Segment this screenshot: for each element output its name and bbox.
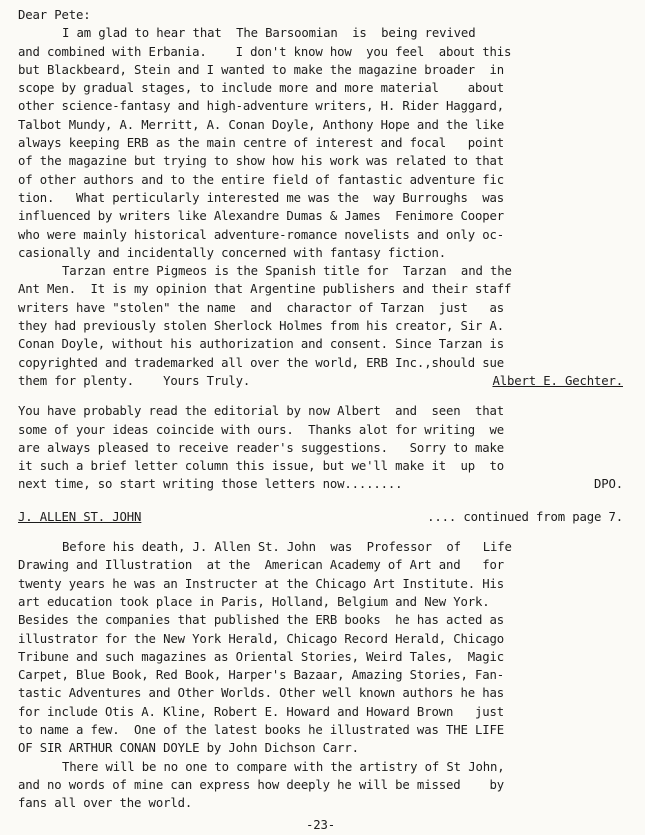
article-p2-line: fans all over the world.	[18, 796, 193, 811]
article-p1-line: Tribune and such magazines as Oriental Stories, Weird Tales, Magic	[18, 649, 504, 664]
letter-p1-line: who were mainly historical adventure-romance novelists and only oc-	[18, 227, 504, 242]
letter-p1-line: always keeping ERB as the main centre of interest and focal point	[18, 136, 504, 151]
spacer	[18, 390, 623, 402]
reply-closing-row	[18, 475, 623, 493]
article-title: J. ALLEN ST. JOHN	[18, 509, 142, 524]
article-p1-line: for include Otis A. Kline, Robert E. Howard and Howard Brown just	[18, 704, 504, 719]
letter-closing: them for plenty. Yours Truly.	[18, 373, 251, 388]
page-number: -23-	[305, 818, 335, 833]
reader-letter	[18, 6, 623, 390]
article-p1-line: Besides the companies that published the ERB books he has acted as	[18, 613, 504, 628]
reply-initials: DPO.	[593, 477, 623, 492]
article-p1-line: OF SIR ARTHUR CONAN DOYLE by John Dichson Carr.	[18, 741, 359, 756]
article-p1-line: Carpet, Blue Book, Red Book, Harper's Bazaar, Amazing Stories, Fan-	[18, 668, 504, 683]
letter-p1-line: and combined with Erbania. I don't know how you feel about this	[18, 44, 512, 59]
article-p1-line: twenty years he was an Instructer at the Chicago Art Institute. His	[18, 576, 504, 591]
article-p1-line: to name a few. One of the latest books he illustrated was THE LIFE	[18, 722, 504, 737]
reply-line: You have probably read the editorial by now Albert and seen that	[18, 404, 504, 419]
article-p2-line: and no words of mine can express how deeply he will be missed by	[18, 777, 504, 792]
salutation: Dear Pete:	[18, 8, 91, 22]
letter-p2-line: they had previously stolen Sherlock Holmes from his creator, Sir A.	[18, 319, 504, 334]
editor-reply	[18, 402, 623, 493]
reply-last-line: next time, so start writing those letters now........	[18, 477, 403, 492]
letter-closing-row	[18, 372, 623, 390]
article-p1-line: illustrator for the New York Herald, Chicago Record Herald, Chicago	[18, 631, 504, 646]
article-p1-line: Before his death, J. Allen St. John was Professor of Life	[62, 540, 512, 555]
letter-p1-line: of the magazine but trying to show how his work was related to that	[18, 154, 504, 169]
article-p2-line: There will be no one to compare with the artistry of St John,	[62, 759, 505, 774]
letter-p2-line: Ant Men. It is my opinion that Argentine publishers and their staff	[18, 282, 512, 297]
article-p1-line: art education took place in Paris, Holland, Belgium and New York.	[18, 594, 490, 609]
article-header	[18, 508, 623, 526]
letter-p1-line: casionally and incidentally concerned with fantasy fiction.	[18, 245, 446, 260]
article-p1-line: tastic Adventures and Other Worlds. Other well known authors he has	[18, 686, 504, 701]
letter-p1-line: other science-fantasy and high-adventure writers, H. Rider Haggard,	[18, 99, 504, 114]
letter-p1-line: scope by gradual stages, to include more and more material about	[18, 81, 504, 96]
letter-p2-line: copyrighted and trademarked all over the world, ERB Inc.,should sue	[18, 355, 504, 370]
reply-line: are always pleased to receive reader's suggestions. Sorry to make	[18, 440, 504, 455]
reply-line: some of your ideas coincide with ours. Thanks alot for writing we	[18, 422, 504, 437]
reply-line: it such a brief letter column this issue, but we'll make it up to	[18, 459, 504, 474]
article-p1-line: Drawing and Illustration at the American Academy of Art and for	[18, 558, 504, 573]
letter-p2-line: Conan Doyle, without his authorization and consent. Since Tarzan is	[18, 337, 504, 352]
letter-signature: Albert E. Gechter.	[492, 373, 623, 388]
article-continued-note: .... continued from page 7.	[427, 509, 623, 524]
letter-p1-line: influenced by writers like Alexandre Dumas & James Fenimore Cooper	[18, 209, 504, 224]
letter-p1-line: Talbot Mundy, A. Merritt, A. Conan Doyle, Anthony Hope and the like	[18, 117, 504, 132]
article-st-john	[18, 508, 623, 813]
letter-p2-line: Tarzan entre Pigmeos is the Spanish title for Tarzan and the	[62, 264, 512, 279]
letter-p1-line: of other authors and to the entire field of fantastic adventure fic	[18, 172, 504, 187]
letter-p2-line: writers have "stolen" the name and charactor of Tarzan just as	[18, 300, 504, 315]
spacer	[18, 494, 623, 508]
letter-p1-line: I am glad to hear that The Barsoomian is being revived	[62, 26, 476, 41]
letter-p1-line: tion. What perticularly interested me was the way Burroughs was	[18, 190, 504, 205]
letter-p1-line: but Blackbeard, Stein and I wanted to make the magazine broader in	[18, 62, 504, 77]
